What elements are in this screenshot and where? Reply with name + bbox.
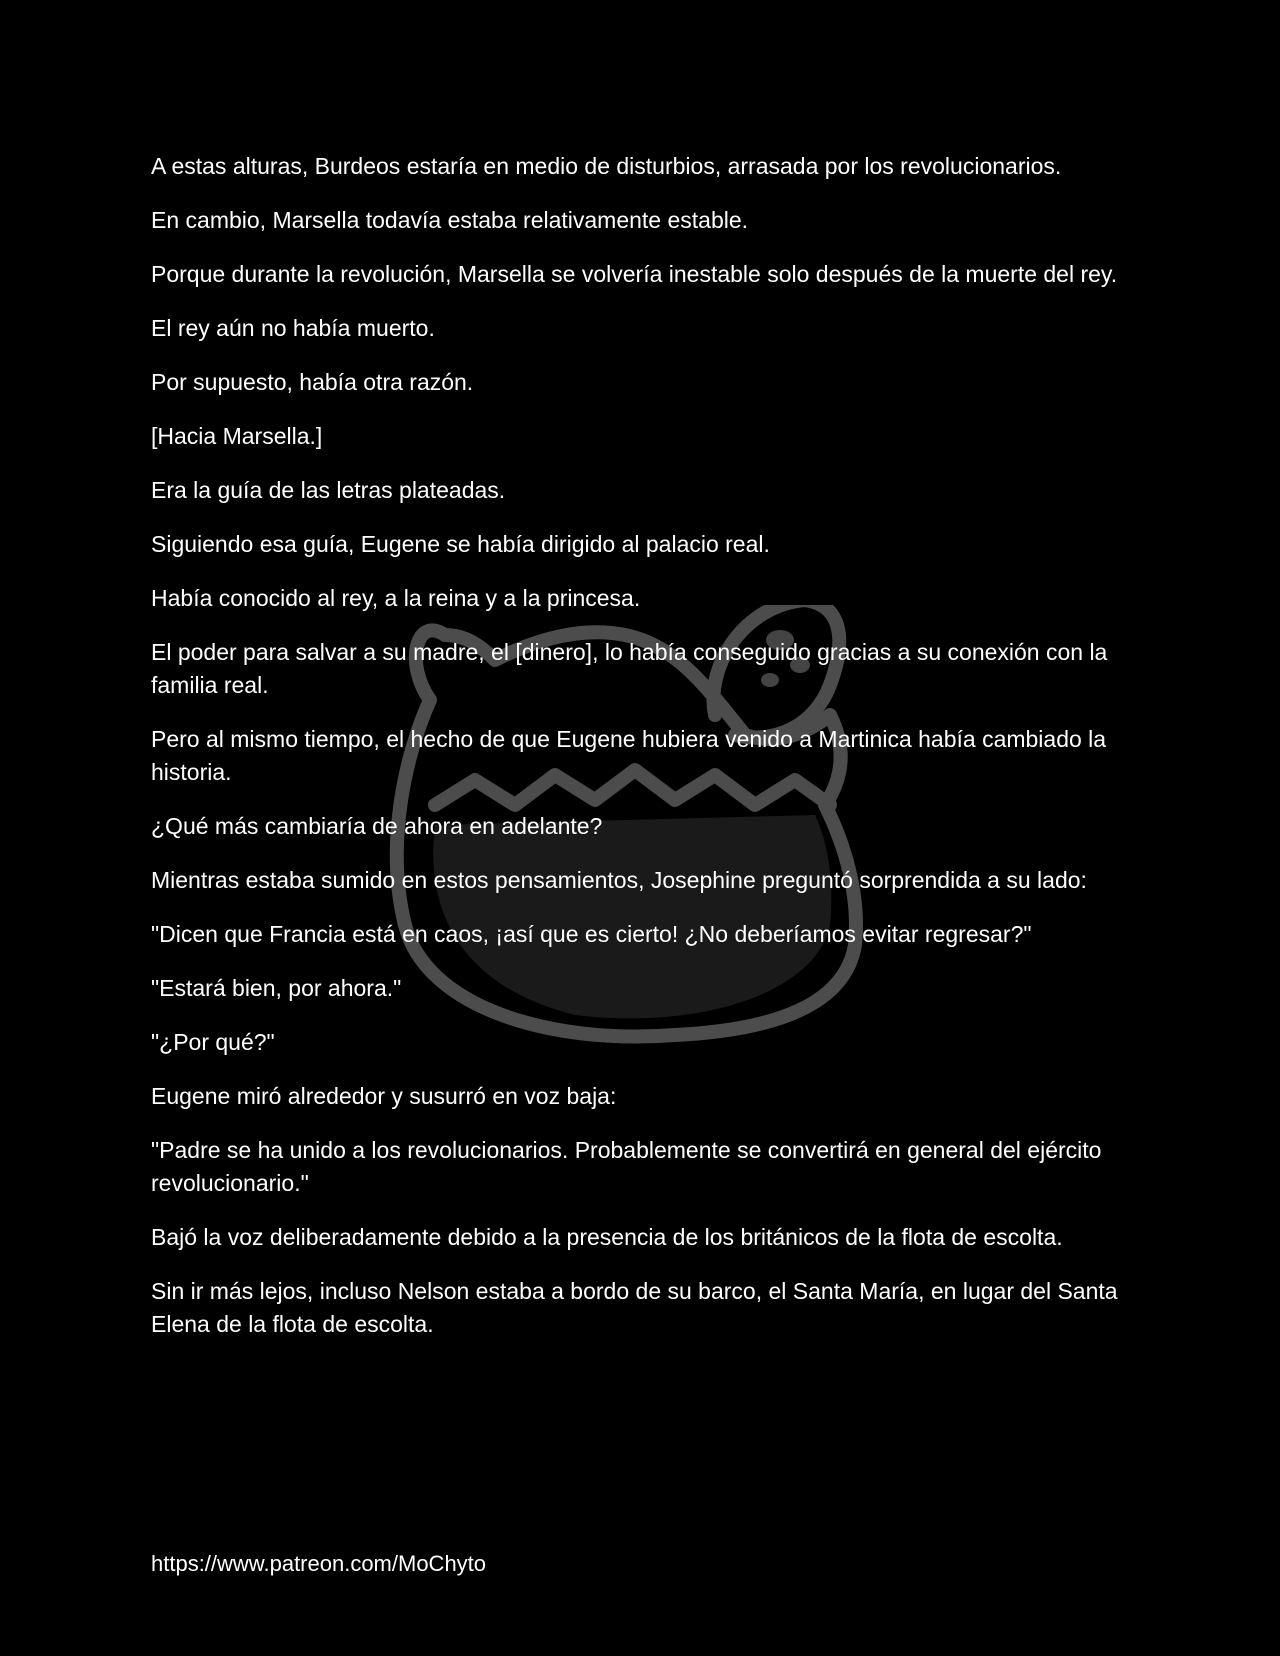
patreon-link[interactable]: https://www.patreon.com/MoChyto: [151, 1551, 487, 1576]
paragraph: "¿Por qué?": [151, 1029, 275, 1055]
paragraph: "Estará bien, por ahora.": [151, 975, 402, 1001]
paragraph: Era la guía de las letras plateadas.: [151, 477, 506, 503]
paragraph: Porque durante la revolución, Marsella se volvería inestable solo después de la muerte del rey.: [151, 261, 1118, 287]
paragraph: Siguiendo esa guía, Eugene se había dirigido al palacio real.: [151, 531, 770, 557]
paragraph: Mientras estaba sumido en estos pensamientos, Josephine preguntó sorprendida a su lado:: [151, 867, 1087, 893]
paragraph: Pero al mismo tiempo, el hecho de que Eugene hubiera venido a Martinica había cambiado la historia.: [151, 726, 1107, 785]
paragraph: Había conocido al rey, a la reina y a la princesa.: [151, 585, 641, 611]
paragraph: En cambio, Marsella todavía estaba relativamente estable.: [151, 207, 749, 233]
paragraph: "Dicen que Francia está en caos, ¡así que es cierto! ¿No deberíamos evitar regresar?": [151, 921, 1032, 947]
paragraph: El poder para salvar a su madre, el [dinero], lo había conseguido gracias a su conexión con la familia real.: [151, 639, 1108, 698]
paragraph: Bajó la voz deliberadamente debido a la presencia de los británicos de la flota de escolta.: [151, 1224, 1063, 1250]
paragraph: "Padre se ha unido a los revolucionarios. Probablemente se convertirá en general del ejército revolucionario.": [151, 1137, 1102, 1196]
paragraph: Eugene miró alrededor y susurró en voz baja:: [151, 1083, 617, 1109]
paragraph: Sin ir más lejos, incluso Nelson estaba a bordo de su barco, el Santa María, en lugar del Santa Elena de la flota de escolta.: [151, 1278, 1118, 1337]
paragraph: Por supuesto, había otra razón.: [151, 369, 474, 395]
paragraph: ¿Qué más cambiaría de ahora en adelante?: [151, 813, 603, 839]
paragraph: El rey aún no había muerto.: [151, 315, 435, 341]
paragraph: A estas alturas, Burdeos estaría en medio de disturbios, arrasada por los revolucionarios.: [151, 153, 1062, 179]
paragraph: [Hacia Marsella.]: [151, 423, 323, 449]
story-text: [151, 150, 1131, 1362]
